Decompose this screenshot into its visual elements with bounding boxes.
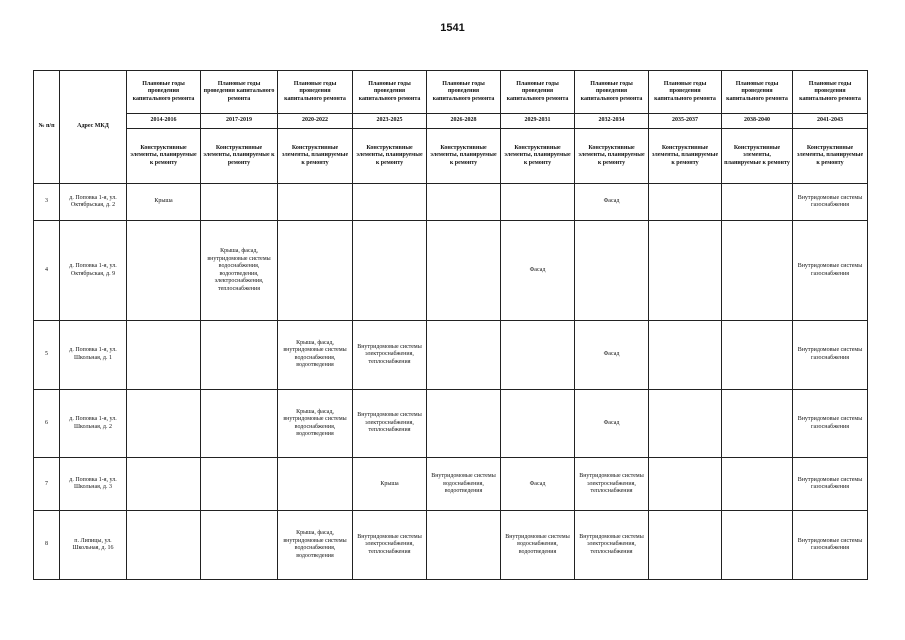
plan-cell (201, 511, 278, 580)
table-row (34, 221, 868, 321)
elements-header: Конструктивные элементы, планируемые к ремонту (278, 129, 353, 184)
period-header: 2035-2037 (649, 114, 722, 129)
row-number: 7 (34, 458, 60, 511)
row-address: п. Липицы, ул. Школьная, д. 16 (60, 511, 127, 580)
plan-cell (722, 184, 793, 221)
plan-years-header: Плановые годы проведения капитального ремонта (278, 71, 353, 114)
plan-cell: Внутридомовые системы газоснабжения (793, 458, 868, 511)
plan-cell (501, 184, 575, 221)
plan-cell (501, 321, 575, 390)
plan-cell (127, 389, 201, 458)
page-number: 1541 (440, 22, 465, 34)
plan-cell: Крыша, фасад, внутридомовые системы водоснабжения, водоотведения (278, 389, 353, 458)
plan-years-header: Плановые годы проведения капитального ремонта (575, 71, 649, 114)
plan-cell: Внутридомовые системы газоснабжения (793, 321, 868, 390)
period-header: 2029-2031 (501, 114, 575, 129)
elements-header: Конструктивные элементы, планируемые к ремонту (353, 129, 427, 184)
plan-years-header: Плановые годы проведения капитального ремонта (201, 71, 278, 114)
plan-cell (427, 184, 501, 221)
plan-cell: Фасад (501, 221, 575, 321)
plan-cell (649, 221, 722, 321)
plan-cell (201, 458, 278, 511)
plan-cell: Крыша, фасад, внутридомовые системы водоснабжения, водоотведения, электроснабжения, теплоснабжения (201, 221, 278, 321)
table-row (34, 389, 868, 458)
row-address: д. Поповка 1-я, ул. Октябрьская, д. 9 (60, 221, 127, 321)
plan-cell (722, 389, 793, 458)
elements-header: Конструктивные элементы, планируемые к ремонту (127, 129, 201, 184)
row-number: 6 (34, 389, 60, 458)
plan-cell (278, 458, 353, 511)
plan-years-header: Плановые годы проведения капитального ремонта (127, 71, 201, 114)
plan-cell: Фасад (575, 184, 649, 221)
elements-header: Конструктивные элементы, планируемые к ремонту (722, 129, 793, 184)
plan-years-header: Плановые годы проведения капитального ремонта (722, 71, 793, 114)
plan-cell: Внутридомовые системы электроснабжения, теплоснабжения (353, 511, 427, 580)
plan-cell (353, 221, 427, 321)
header-row-elements (34, 129, 868, 184)
plan-cell (201, 184, 278, 221)
plan-cell: Внутридомовые системы водоснабжения, водоотведения (427, 458, 501, 511)
period-header: 2014-2016 (127, 114, 201, 129)
row-address: д. Поповка 1-я, ул. Школьная, д. 3 (60, 458, 127, 511)
plan-cell: Фасад (575, 389, 649, 458)
row-number: 3 (34, 184, 60, 221)
plan-cell (127, 221, 201, 321)
plan-cell: Внутридомовые системы электроснабжения, теплоснабжения (353, 321, 427, 390)
plan-cell (722, 321, 793, 390)
plan-cell (427, 221, 501, 321)
plan-cell (575, 221, 649, 321)
period-header: 2017-2019 (201, 114, 278, 129)
row-number: 5 (34, 321, 60, 390)
plan-cell (427, 389, 501, 458)
plan-cell (127, 511, 201, 580)
period-header: 2023-2025 (353, 114, 427, 129)
plan-cell: Крыша (353, 458, 427, 511)
plan-years-header: Плановые годы проведения капитального ремонта (427, 71, 501, 114)
row-address: д. Поповка 1-я, ул. Октябрьская, д. 2 (60, 184, 127, 221)
plan-cell: Внутридомовые системы электроснабжения, теплоснабжения (575, 458, 649, 511)
elements-header: Конструктивные элементы, планируемые к ремонту (649, 129, 722, 184)
plan-cell (353, 184, 427, 221)
row-number: 4 (34, 221, 60, 321)
period-header: 2032-2034 (575, 114, 649, 129)
plan-cell: Внутридомовые системы электроснабжения, теплоснабжения (353, 389, 427, 458)
plan-cell (127, 321, 201, 390)
plan-cell: Фасад (501, 458, 575, 511)
plan-cell (201, 321, 278, 390)
plan-cell (427, 321, 501, 390)
plan-cell (649, 511, 722, 580)
plan-cell: Внутридомовые системы газоснабжения (793, 389, 868, 458)
elements-header: Конструктивные элементы, планируемые к ремонту (201, 129, 278, 184)
row-number: 8 (34, 511, 60, 580)
plan-cell (201, 389, 278, 458)
table-row (34, 458, 868, 511)
elements-header: Конструктивные элементы, планируемые к ремонту (793, 129, 868, 184)
plan-years-header: Плановые годы проведения капитального ремонта (649, 71, 722, 114)
capital-repair-plan-table (33, 70, 868, 580)
elements-header: Конструктивные элементы, планируемые к ремонту (427, 129, 501, 184)
elements-header: Конструктивные элементы, планируемые к ремонту (575, 129, 649, 184)
period-header: 2020-2022 (278, 114, 353, 129)
plan-cell (722, 221, 793, 321)
plan-cell (278, 221, 353, 321)
plan-cell (649, 184, 722, 221)
plan-cell: Крыша (127, 184, 201, 221)
elements-header: Конструктивные элементы, планируемые к ремонту (501, 129, 575, 184)
row-address: д. Поповка 1-я, ул. Школьная, д. 1 (60, 321, 127, 390)
header-row-periods (34, 114, 868, 129)
plan-cell (427, 511, 501, 580)
plan-years-header: Плановые годы проведения капитального ремонта (793, 71, 868, 114)
plan-cell (649, 389, 722, 458)
row-address: д. Поповка 1-я, ул. Школьная, д. 2 (60, 389, 127, 458)
plan-cell: Внутридомовые системы водоснабжения, водоотведения (501, 511, 575, 580)
header-row-plan-years (34, 71, 868, 114)
table-row (34, 321, 868, 390)
plan-cell (722, 458, 793, 511)
period-header: 2041-2043 (793, 114, 868, 129)
plan-cell: Внутридомовые системы газоснабжения (793, 184, 868, 221)
plan-years-header: Плановые годы проведения капитального ремонта (501, 71, 575, 114)
plan-cell: Внутридомовые системы газоснабжения (793, 511, 868, 580)
plan-cell: Внутридомовые системы газоснабжения (793, 221, 868, 321)
plan-cell (649, 458, 722, 511)
plan-cell: Крыша, фасад, внутридомовые системы водоснабжения, водоотведения (278, 511, 353, 580)
plan-cell: Фасад (575, 321, 649, 390)
plan-cell: Крыша, фасад, внутридомовые системы водоснабжения, водоотведения (278, 321, 353, 390)
period-header: 2026-2028 (427, 114, 501, 129)
table-row (34, 184, 868, 221)
plan-cell (278, 184, 353, 221)
plan-cell (127, 458, 201, 511)
period-header: 2038-2040 (722, 114, 793, 129)
plan-years-header: Плановые годы проведения капитального ремонта (353, 71, 427, 114)
plan-cell (649, 321, 722, 390)
column-header-number: № п/п (34, 71, 60, 184)
plan-cell (501, 389, 575, 458)
plan-cell: Внутридомовые системы электроснабжения, теплоснабжения (575, 511, 649, 580)
column-header-address: Адрес МКД (60, 71, 127, 184)
table-row (34, 511, 868, 580)
plan-cell (722, 511, 793, 580)
